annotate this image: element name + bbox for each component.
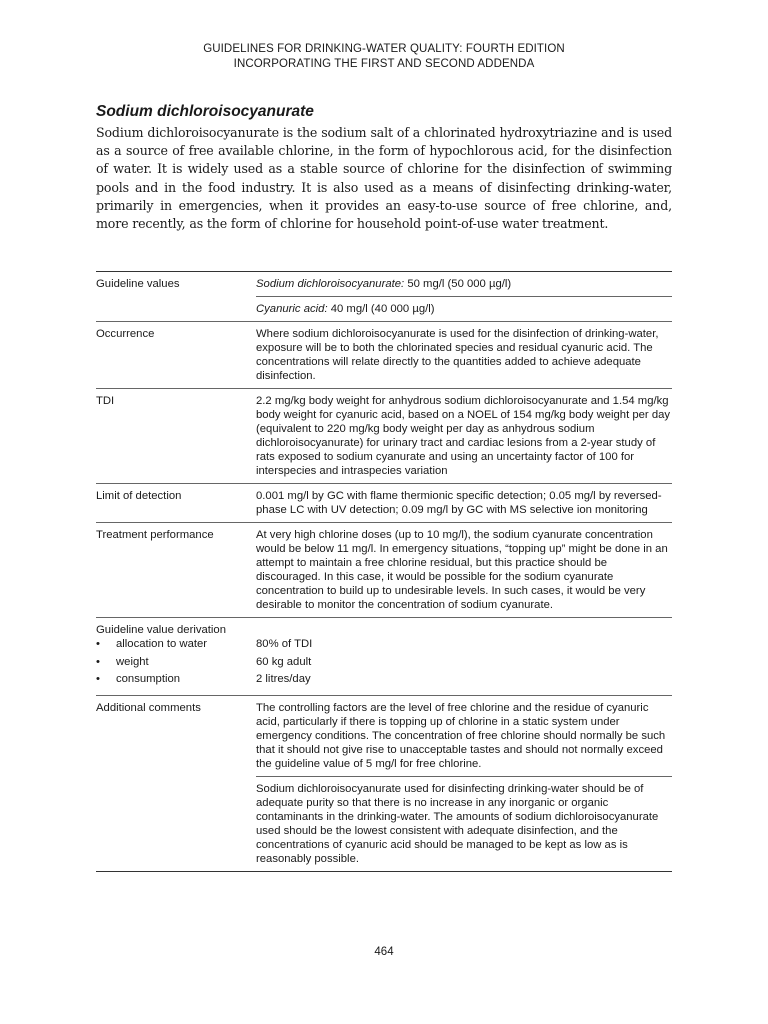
- section-title: Sodium dichloroisocyanurate: [96, 103, 314, 120]
- value-name: Cyanuric acid:: [256, 303, 328, 315]
- guideline-table: [96, 271, 672, 872]
- value-occurrence: Where sodium dichloroisocyanurate is used for the disinfection of drinking-water, exposure will be to both the chlorinated species and residual cyanuric acid. The concentrations will relate directly to the quantities added to achieve adequate disinfection.: [256, 322, 672, 389]
- table-row-occurrence: [96, 322, 672, 389]
- label-additional-comments: Additional comments: [96, 695, 256, 871]
- label-treatment-performance: Treatment performance: [96, 523, 256, 618]
- label-limit-of-detection: Limit of detection: [96, 484, 256, 523]
- derivation-item: [96, 637, 256, 655]
- bullet-icon: •: [96, 655, 100, 668]
- section-sodium-dichloroisocyanurate: [96, 102, 672, 233]
- label-guideline-values: Guideline values: [96, 278, 180, 290]
- derivation-item-label: allocation to water: [116, 638, 208, 650]
- value-amount: 50 mg/l (50 000 µg/l): [404, 278, 512, 290]
- value-limit-of-detection: 0.001 mg/l by GC with flame thermionic specific detection; 0.05 mg/l by reversed-phase LC with UV detection; 0.09 mg/l by GC with MS selective ion monitoring: [256, 484, 672, 523]
- label-tdi: TDI: [96, 389, 256, 484]
- value-treatment-performance: At very high chlorine doses (up to 10 mg/l), the sodium cyanurate concentration would be below 11 mg/l. In emergency situations, “topping up” might be done in an attempt to maintain a free chlorine residual, but this practice should be discouraged. In this case, it would be possible for the sodium cyanurate concentration to build up to undesirable levels. In such cases, it would be very desirable to monitor the concentration of sodium cyanurate.: [256, 523, 672, 618]
- derivation-heading: Guideline value derivation: [96, 624, 226, 636]
- table-row-additional-comments: [96, 695, 672, 776]
- value-name: Sodium dichloroisocyanurate:: [256, 278, 405, 290]
- table-row-guideline-values: [96, 272, 672, 297]
- derivation-item: [96, 655, 256, 673]
- table-row-tdi: [96, 389, 672, 484]
- table-row-derivation: [96, 618, 672, 696]
- label-derivation: [96, 618, 256, 696]
- derivation-item-value: 80% of TDI: [256, 638, 313, 650]
- value-additional-comments-2: Sodium dichloroisocyanurate used for disinfecting drinking-water should be of adequate purity so that there is no increase in any inorganic or organic contaminants in the drinking-water. The amounts of sodium dichloroisocyanurate used should be the lowest consistent with adequate disinfection, and the concentrations of cyanuric acid should be managed to be kept as low as is reasonably possible.: [256, 776, 672, 871]
- value-cyanuric-acid: [256, 297, 672, 322]
- derivation-item-value: 60 kg adult: [256, 655, 312, 668]
- label-occurrence: Occurrence: [96, 322, 256, 389]
- value-amount: 40 mg/l (40 000 µg/l): [327, 303, 435, 315]
- derivation-item-label: weight: [116, 655, 149, 668]
- table-row-treatment-performance: [96, 523, 672, 618]
- value-derivation: [256, 618, 672, 696]
- derivation-item-value: 2 litres/day: [256, 673, 311, 685]
- running-head-line-2: INCORPORATING THE FIRST AND SECOND ADDENDA: [233, 58, 535, 70]
- value-sodium-dichloroisocyanurate: [256, 272, 672, 297]
- value-tdi: 2.2 mg/kg body weight for anhydrous sodium dichloroisocyanurate and 1.54 mg/kg body weight for cyanuric acid, based on a NOEL of 154 mg/kg body weight per day (equivalent to 220 mg/kg body weight per day as anhydrous sodium dichloroisocyanurate) for urinary tract and cardiac lesions from a 2-year study of rats exposed to sodium cyanurate and using an uncertainty factor of 100 for interspecies and intraspecies variation: [256, 389, 672, 484]
- running-head: [0, 42, 768, 72]
- page-number: 464: [374, 946, 394, 958]
- bullet-icon: •: [96, 673, 100, 685]
- table-row-limit-of-detection: [96, 484, 672, 523]
- section-intro-paragraph: Sodium dichloroisocyanurate is the sodium salt of a chlorinated hydroxytriazine and is used as a source of free available chlorine, in the form of hypochlorous acid, for the disinfection of water. It is widely used as a stable source of chlorine for the disinfection of swimming pools and in the food industry. It is also used as a means of disinfecting drinking-water, primarily in emergencies, when it provides an easy-to-use source of free chlorine, and, more recently, as the form of chlorine for household point-of-use water treatment.: [96, 125, 672, 232]
- derivation-item-label: consumption: [116, 673, 181, 685]
- derivation-item: [96, 672, 256, 690]
- value-additional-comments-1: The controlling factors are the level of free chlorine and the residue of cyanuric acid, particularly if there is topping up of chlorine in a static system under emergency conditions. The concentration of free chlorine should normally be such that it should not give rise to unacceptable tastes and should not normally exceed the guideline value of 5 mg/l for free chlorine.: [256, 695, 672, 776]
- bullet-icon: •: [96, 638, 100, 650]
- running-head-line-1: GUIDELINES FOR DRINKING-WATER QUALITY: FOURTH EDITION: [203, 43, 565, 55]
